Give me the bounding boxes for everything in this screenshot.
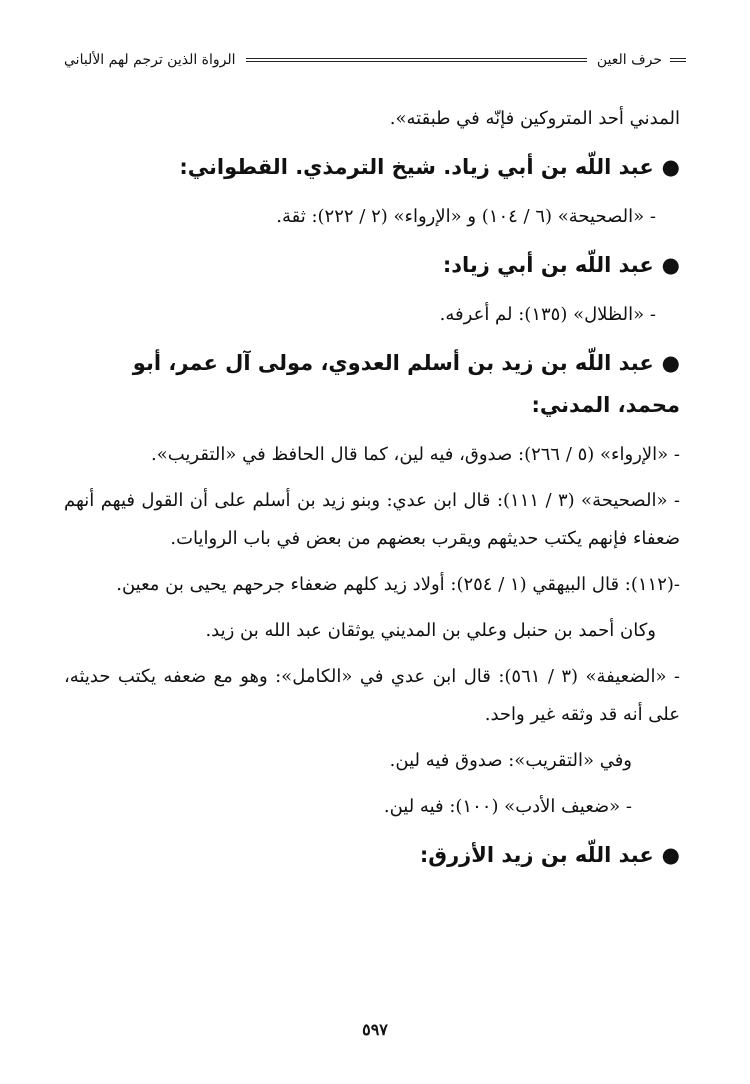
header-rule-short <box>670 58 686 62</box>
citation-text: - «الإرواء» (٥ / ٢٦٦): صدوق، فيه لين، كما قال الحافظ في «التقريب». <box>151 444 680 465</box>
citation-text: وكان أحمد بن حنبل وعلي بن المديني يوثقان عبد الله بن زيد. <box>205 620 656 641</box>
citation-text: - «ضعيف الأدب» (١٠٠): فيه لين. <box>383 796 632 817</box>
citation-text: - «الظلال» (١٣٥): لم أعرفه. <box>439 304 656 325</box>
running-header <box>64 50 686 70</box>
header-rule-long <box>246 58 587 62</box>
chapter-title: حرف العين <box>596 52 662 68</box>
entry-title: عبد اللّه بن أبي زياد. شيخ الترمذي. القطواني: <box>179 155 654 179</box>
entry-title: عبد اللّه بن زيد بن أسلم العدوي، مولى آل عمر، أبو محمد، المدني: <box>132 351 680 417</box>
citation-text: - «الصحيحة» (٣ / ١١١): قال ابن عدي: وبنو زيد بن أسلم على أن القول فيهم أنهم ضعفاء فإنهم يكتب حديثهم ويقرب بعضهم من بعض في باب الروايات. <box>64 490 680 549</box>
continuation-text: المدني أحد المتروكين فإنّه في طبقته». <box>389 108 680 129</box>
entry-title: عبد اللّه بن أبي زياد: <box>442 253 654 277</box>
entry-heading <box>64 146 680 188</box>
citation-text: - «الصحيحة» (٦ / ١٠٤) و «الإرواء» (٢ / ٢٢٢): ثقة. <box>276 206 656 227</box>
page-content <box>64 100 680 886</box>
bullet-icon: ● <box>661 155 680 179</box>
book-title: الرواة الذين ترجم لهم الألباني <box>64 52 236 68</box>
page-number: ٥٩٧ <box>362 1020 388 1039</box>
entry-heading <box>64 834 680 876</box>
citation-text: وفي «التقريب»: صدوق فيه لين. <box>389 750 632 771</box>
citation-text: - «الضعيفة» (٣ / ٥٦١): قال ابن عدي في «الكامل»: وهو مع ضعفه يكتب حديثه، على أنه قد وثقه غير واحد. <box>64 666 680 725</box>
bullet-icon: ● <box>661 253 680 277</box>
bullet-icon: ● <box>661 843 680 867</box>
entry-title: عبد اللّه بن زيد الأزرق: <box>419 843 654 867</box>
bullet-icon: ● <box>661 351 680 375</box>
entry-heading <box>64 244 680 286</box>
entry-heading <box>64 342 680 426</box>
citation-text: -(١١٢): قال البيهقي (١ / ٢٥٤): أولاد زيد كلهم ضعفاء جرحهم يحيى بن معين. <box>116 574 680 595</box>
